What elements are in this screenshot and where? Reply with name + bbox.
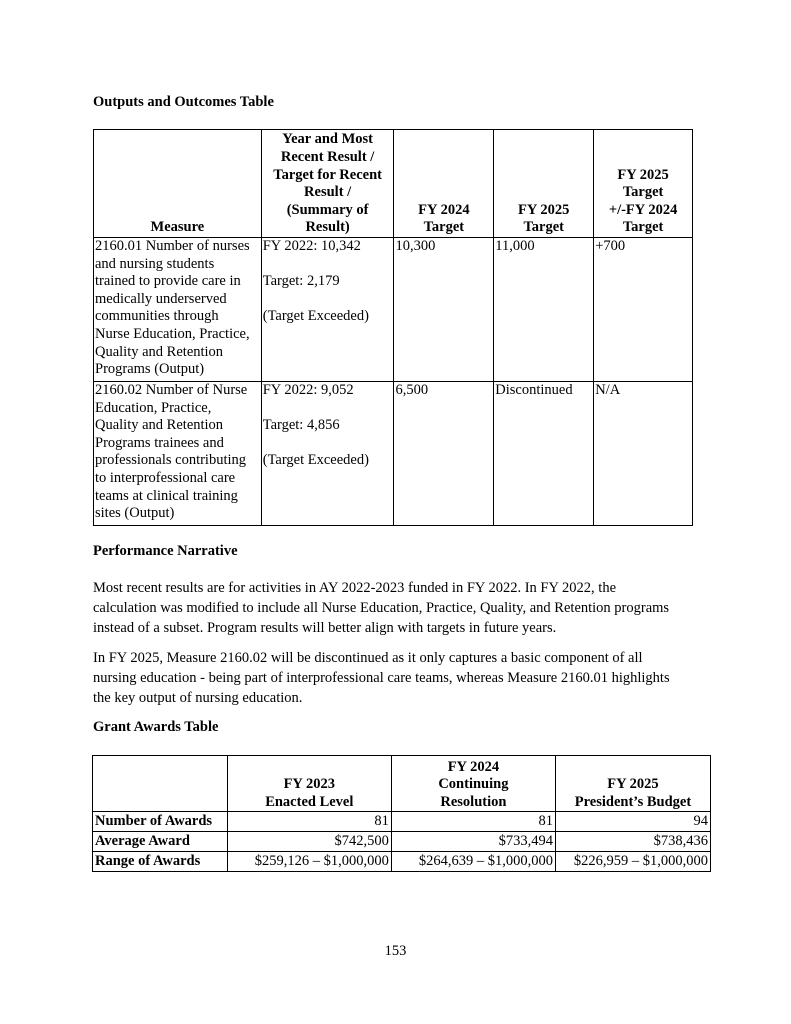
fy2023-cell: $742,500: [227, 832, 391, 852]
header-recent-result: Year and Most Recent Result / Target for Recent Result / (Summary of Result): [261, 130, 394, 238]
narrative-title: Performance Narrative: [93, 543, 238, 559]
grant-table-title: Grant Awards Table: [93, 719, 219, 735]
target-diff-cell: +700: [594, 238, 693, 382]
header-measure: Measure: [94, 130, 262, 238]
fy2024-target-cell: 10,300: [394, 238, 494, 382]
table-row: [93, 812, 711, 832]
header-target-diff: FY 2025 Target +/-FY 2024 Target: [594, 130, 693, 238]
fy2023-cell: 81: [227, 812, 391, 832]
narrative-paragraph-1: Most recent results are for activities in AY 2022-2023 funded in FY 2022. In FY 2022, the calculation was modified to include all Nurse Education, Practice, Quality, and Retention programs instead of a subset. Program results will better align with targets in future years.: [93, 580, 670, 636]
table-row: [93, 832, 711, 852]
table-row: [93, 852, 711, 872]
fy2023-cell: $259,126 – $1,000,000: [227, 852, 391, 872]
header-fy2024-target: FY 2024 Target: [394, 130, 494, 238]
measure-cell: 2160.01 Number of nurses and nursing students trained to provide care in medically underserved communities through Nurse Education, Practice, Quality and Retention Programs (Output): [94, 238, 262, 382]
table-header-row: [93, 756, 711, 812]
measure-cell: 2160.02 Number of Nurse Education, Practice, Quality and Retention Programs trainees and professionals contributing to interprofessional care teams at clinical training sites (Output): [94, 382, 262, 526]
outputs-outcomes-table: [93, 129, 693, 526]
header-fy2025-target: FY 2025 Target: [494, 130, 594, 238]
fy2024-cell: $264,639 – $1,000,000: [391, 852, 555, 872]
header-blank: [93, 756, 228, 812]
fy2025-target-cell: 11,000: [494, 238, 594, 382]
table-header-row: [94, 130, 693, 238]
target-diff-cell: N/A: [594, 382, 693, 526]
header-fy2023: FY 2023 Enacted Level: [227, 756, 391, 812]
row-label: Range of Awards: [93, 852, 228, 872]
page-number: 153: [384, 943, 407, 959]
fy2024-target-cell: 6,500: [394, 382, 494, 526]
narrative-paragraph-2: In FY 2025, Measure 2160.02 will be discontinued as it only captures a basic component of all nursing education - being part of interprofessional care teams, whereas Measure 2160.01 highlights the key output of nursing education.: [93, 650, 670, 706]
result-cell: FY 2022: 10,342 Target: 2,179 (Target Exceeded): [261, 238, 394, 382]
table-row: [94, 238, 693, 382]
fy2025-cell: $738,436: [555, 832, 710, 852]
grant-awards-table: [92, 755, 711, 872]
fy2025-cell: 94: [555, 812, 710, 832]
header-fy2024: FY 2024 Continuing Resolution: [391, 756, 555, 812]
fy2025-target-cell: Discontinued: [494, 382, 594, 526]
header-fy2025: FY 2025 President’s Budget: [555, 756, 710, 812]
fy2025-cell: $226,959 – $1,000,000: [555, 852, 710, 872]
fy2024-cell: $733,494: [391, 832, 555, 852]
row-label: Number of Awards: [93, 812, 228, 832]
result-cell: FY 2022: 9,052 Target: 4,856 (Target Exceeded): [261, 382, 394, 526]
outputs-table-title: Outputs and Outcomes Table: [93, 94, 274, 110]
fy2024-cell: 81: [391, 812, 555, 832]
row-label: Average Award: [93, 832, 228, 852]
table-row: [94, 382, 693, 526]
